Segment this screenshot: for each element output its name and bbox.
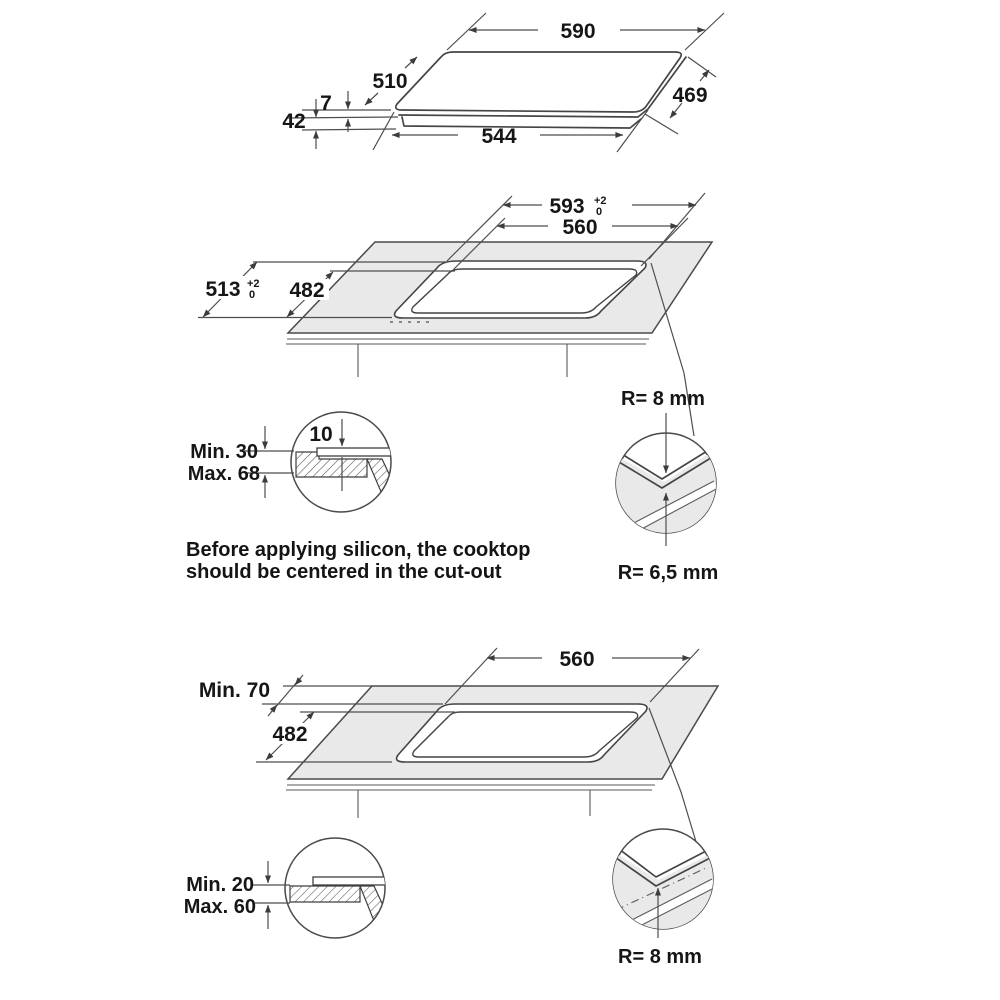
dim-560-label: 560	[559, 648, 595, 671]
min-30-label: Min. 30	[190, 441, 258, 463]
ext-line	[645, 114, 678, 134]
cooktop-glass-edge	[399, 57, 686, 117]
silicon-note	[186, 539, 530, 583]
dim-513-tol-plus: +2	[247, 278, 260, 290]
note-line-1: Before applying silicon, the cooktop	[186, 539, 531, 561]
radius-8-label: R= 8 mm	[621, 388, 705, 410]
flush-cutout-view	[199, 648, 718, 845]
ext-line	[688, 57, 716, 77]
edge-detail-bottom	[184, 838, 392, 938]
dim-513-tol-zero: 0	[249, 289, 256, 301]
max-68-label: Max. 68	[187, 463, 260, 485]
dim-7-label: 7	[320, 92, 332, 115]
dim-42-label: 42	[282, 110, 306, 133]
dim-544-label: 544	[481, 125, 517, 148]
dim-593-tol-zero: 0	[596, 206, 603, 218]
cooktop-body	[402, 117, 641, 128]
dim-482-label: 482	[272, 723, 308, 746]
cooktop-glass-top	[396, 52, 681, 112]
dim-min-70-label: Min. 70	[198, 679, 270, 702]
dim-513-label: 513	[205, 278, 241, 301]
dim-10-label: 10	[309, 423, 333, 446]
cooktop-lip-section	[313, 877, 388, 885]
dim-593-label: 593	[549, 195, 585, 218]
min-20-label: Min. 20	[186, 874, 254, 896]
dim-510-label: 510	[372, 70, 408, 93]
corner-detail-bottom	[608, 829, 716, 968]
dim-arrow	[295, 678, 301, 685]
dim-560-label: 560	[562, 216, 598, 239]
dim-590-label: 590	[560, 20, 596, 43]
dim-593-tol-plus: +2	[594, 195, 607, 207]
worktop-section	[290, 886, 360, 902]
dim-line-469	[700, 70, 709, 81]
dim-arrow	[271, 705, 277, 712]
cooktop-perspective-view	[282, 13, 724, 152]
ext-line	[302, 129, 396, 130]
radius-8-label: R= 8 mm	[618, 946, 702, 968]
edge-detail-top	[188, 412, 399, 512]
dim-482-label: 482	[289, 279, 325, 302]
dim-line-510	[405, 57, 417, 68]
ext-line	[685, 13, 724, 50]
cooktop-lip-section	[317, 448, 391, 456]
dim-469-label: 469	[672, 84, 708, 107]
max-60-label: Max. 60	[183, 896, 256, 918]
dim-line-510	[365, 93, 378, 105]
radius-6-5-label: R= 6,5 mm	[617, 562, 719, 584]
corner-detail-top	[610, 388, 720, 584]
ext-line	[447, 13, 486, 50]
note-line-2: should be centered in the cut-out	[186, 561, 502, 583]
